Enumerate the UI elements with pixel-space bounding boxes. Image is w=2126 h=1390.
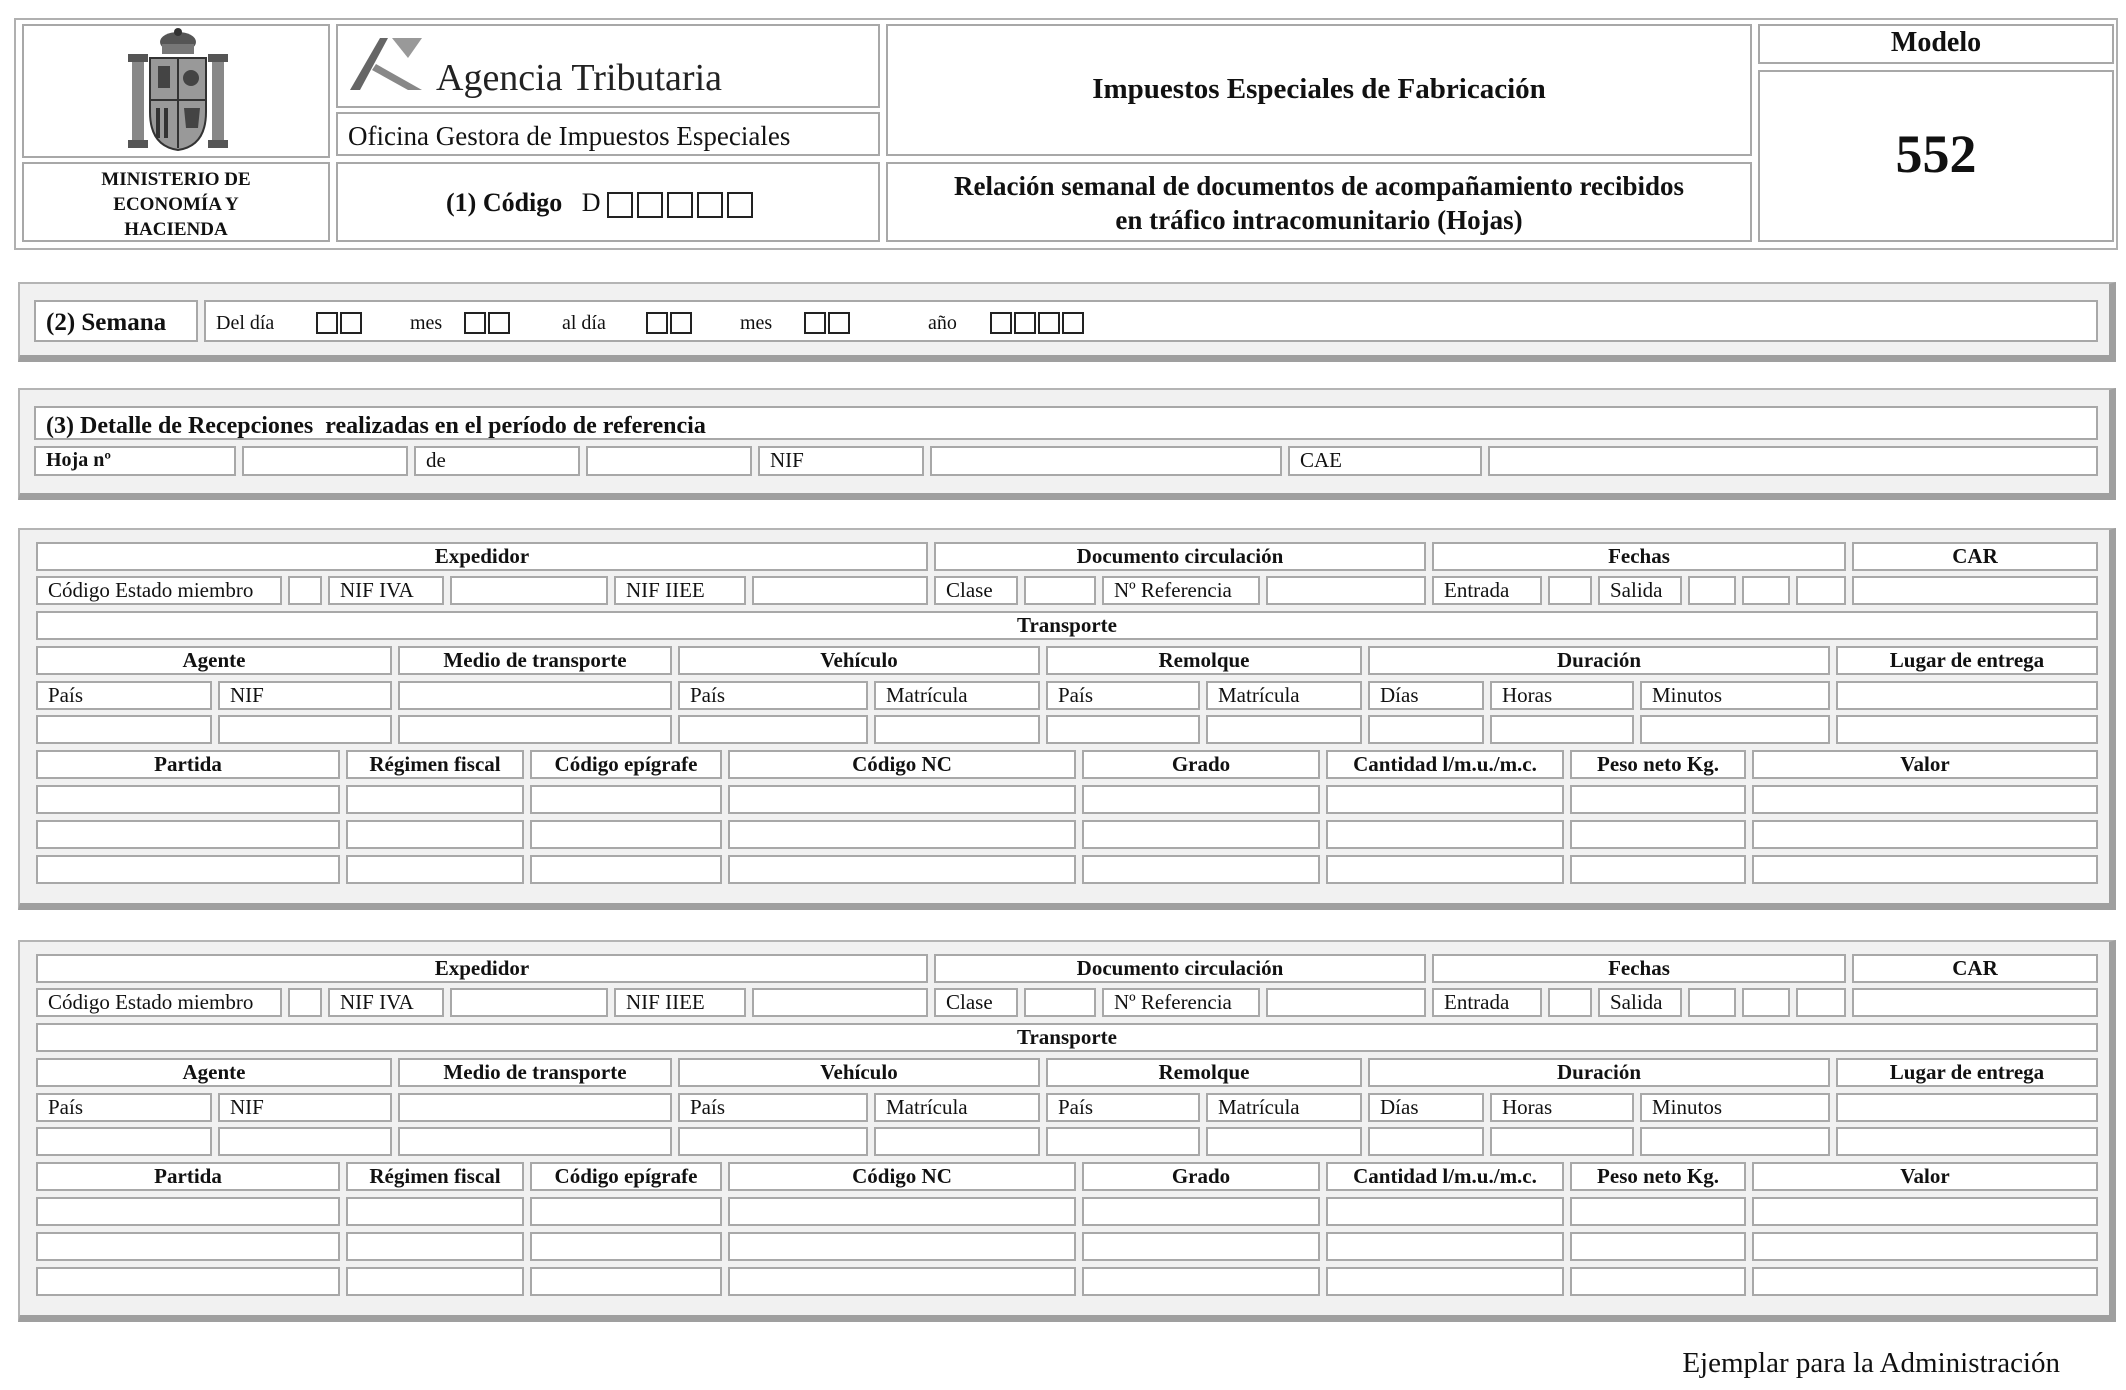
agente-header: Agente xyxy=(36,646,392,675)
month-to-box[interactable] xyxy=(828,312,850,334)
epigrafe-header: Código epígrafe xyxy=(530,750,722,779)
code-prefix: D xyxy=(581,188,601,217)
peso-header: Peso neto Kg. xyxy=(1570,750,1746,779)
partida-field[interactable] xyxy=(36,820,340,849)
nif-field[interactable] xyxy=(930,446,1282,476)
medio-header: Medio de transporte xyxy=(398,1058,672,1087)
nc-field[interactable] xyxy=(728,1267,1076,1296)
form-subtitle-line2: en tráfico intracomunitario (Hojas) xyxy=(1115,205,1523,235)
code-label: (1) Código xyxy=(446,188,563,217)
vehiculo-matricula-field[interactable] xyxy=(874,1127,1040,1156)
modelo-number-box xyxy=(1758,70,2114,242)
month-from-box[interactable] xyxy=(464,312,486,334)
vehiculo-pais-label: País xyxy=(678,681,868,710)
cantidad-header: Cantidad l/m.u./m.c. xyxy=(1326,1162,1564,1191)
valor-field[interactable] xyxy=(1752,1267,2098,1296)
hoja-number-field[interactable] xyxy=(242,446,408,476)
day-to-box[interactable] xyxy=(670,312,692,334)
entrada-label: Entrada xyxy=(1432,988,1542,1017)
year-box[interactable] xyxy=(990,312,1012,334)
epigrafe-field[interactable] xyxy=(530,855,722,884)
hoja-total-field[interactable] xyxy=(586,446,752,476)
year-box[interactable] xyxy=(1014,312,1036,334)
cantidad-header: Cantidad l/m.u./m.c. xyxy=(1326,750,1564,779)
day-from-box[interactable] xyxy=(316,312,338,334)
dias-field[interactable] xyxy=(1368,1127,1484,1156)
coat-of-arms-box xyxy=(22,24,330,158)
nc-field[interactable] xyxy=(728,1232,1076,1261)
peso-field[interactable] xyxy=(1570,1232,1746,1261)
agente-nif-label: NIF xyxy=(218,681,392,710)
valor-field[interactable] xyxy=(1752,785,2098,814)
form-title: Impuestos Especiales de Fabricación xyxy=(1092,73,1546,105)
remolque-pais-field[interactable] xyxy=(1046,1127,1200,1156)
code-digit-box[interactable] xyxy=(697,192,723,218)
year-box[interactable] xyxy=(1038,312,1060,334)
nif-iva-field[interactable] xyxy=(450,988,608,1017)
year-box[interactable] xyxy=(1062,312,1084,334)
nc-header: Código NC xyxy=(728,750,1076,779)
duracion-header: Duración xyxy=(1368,646,1830,675)
vehiculo-pais-field[interactable] xyxy=(678,1127,868,1156)
partida-field[interactable] xyxy=(36,1232,340,1261)
grado-field[interactable] xyxy=(1082,1232,1320,1261)
grado-field[interactable] xyxy=(1082,1197,1320,1226)
cae-field[interactable] xyxy=(1488,446,2098,476)
expedidor-header: Expedidor xyxy=(36,954,928,983)
valor-field[interactable] xyxy=(1752,1232,2098,1261)
peso-field[interactable] xyxy=(1570,855,1746,884)
title-box xyxy=(886,24,1752,156)
detalle-title: (3) Detalle de Recepciones realizadas en el período de referencia xyxy=(46,413,706,439)
lugar-header: Lugar de entrega xyxy=(1836,646,2098,675)
epigrafe-header: Código epígrafe xyxy=(530,1162,722,1191)
remolque-pais-label: País xyxy=(1046,681,1200,710)
n-referencia-field[interactable] xyxy=(1266,576,1426,605)
regimen-field[interactable] xyxy=(346,820,524,849)
entrada-field[interactable] xyxy=(1548,988,1592,1017)
regimen-field[interactable] xyxy=(346,855,524,884)
agente-nif-label: NIF xyxy=(218,1093,392,1122)
lugar-header: Lugar de entrega xyxy=(1836,1058,2098,1087)
clase-label: Clase xyxy=(934,576,1018,605)
documento-header: Documento circulación xyxy=(934,542,1426,571)
regimen-header: Régimen fiscal xyxy=(346,1162,524,1191)
dias-label: Días xyxy=(1368,1093,1484,1122)
agente-nif-field[interactable] xyxy=(218,715,392,744)
expedidor-header: Expedidor xyxy=(36,542,928,571)
code-digit-box[interactable] xyxy=(667,192,693,218)
car-header: CAR xyxy=(1852,954,2098,983)
agency-logo-icon xyxy=(346,34,426,94)
peso-header: Peso neto Kg. xyxy=(1570,1162,1746,1191)
salida-label: Salida xyxy=(1598,576,1682,605)
fechas-header: Fechas xyxy=(1432,542,1846,571)
duracion-header: Duración xyxy=(1368,1058,1830,1087)
clase-field[interactable] xyxy=(1024,988,1096,1017)
cantidad-field[interactable] xyxy=(1326,785,1564,814)
salida-field[interactable] xyxy=(1688,576,1736,605)
regimen-field[interactable] xyxy=(346,1267,524,1296)
salida-field[interactable] xyxy=(1796,988,1846,1017)
epigrafe-field[interactable] xyxy=(530,1267,722,1296)
grado-header: Grado xyxy=(1082,1162,1320,1191)
agente-nif-field[interactable] xyxy=(218,1127,392,1156)
n-referencia-label: Nº Referencia xyxy=(1102,988,1260,1017)
hoja-label: Hoja nº xyxy=(34,446,236,476)
nif-iiee-label: NIF IIEE xyxy=(614,988,746,1017)
salida-field[interactable] xyxy=(1742,576,1790,605)
partida-field[interactable] xyxy=(36,785,340,814)
code-digit-box[interactable] xyxy=(637,192,663,218)
agente-header: Agente xyxy=(36,1058,392,1087)
remolque-pais-label: País xyxy=(1046,1093,1200,1122)
remolque-pais-field[interactable] xyxy=(1046,715,1200,744)
detalle-section xyxy=(18,388,2116,500)
n-referencia-label: Nº Referencia xyxy=(1102,576,1260,605)
agency-box xyxy=(336,24,880,108)
dias-field[interactable] xyxy=(1368,715,1484,744)
day-to-box[interactable] xyxy=(646,312,668,334)
valor-header: Valor xyxy=(1752,750,2098,779)
car-header: CAR xyxy=(1852,542,2098,571)
code-digit-box[interactable] xyxy=(607,192,633,218)
nc-field[interactable] xyxy=(728,855,1076,884)
form-subtitle-line1: Relación semanal de documentos de acompañamiento recibidos xyxy=(954,171,1684,201)
agente-pais-label: País xyxy=(36,1093,212,1122)
nc-field[interactable] xyxy=(728,785,1076,814)
office-name: Oficina Gestora de Impuestos Especiales xyxy=(348,121,791,151)
subtitle-box xyxy=(886,162,1752,242)
medio-field[interactable] xyxy=(398,681,672,710)
cantidad-field[interactable] xyxy=(1326,855,1564,884)
agente-pais-label: País xyxy=(36,681,212,710)
minutos-label: Minutos xyxy=(1640,681,1830,710)
peso-field[interactable] xyxy=(1570,1197,1746,1226)
lugar-field[interactable] xyxy=(1836,681,2098,710)
detalle-title-box xyxy=(34,406,2098,440)
cantidad-field[interactable] xyxy=(1326,1267,1564,1296)
peso-field[interactable] xyxy=(1570,785,1746,814)
day-from-box[interactable] xyxy=(340,312,362,334)
medio-field[interactable] xyxy=(398,1093,672,1122)
partida-field[interactable] xyxy=(36,1267,340,1296)
cantidad-field[interactable] xyxy=(1326,1197,1564,1226)
nif-iva-field[interactable] xyxy=(450,576,608,605)
medio-header: Medio de transporte xyxy=(398,646,672,675)
dias-label: Días xyxy=(1368,681,1484,710)
n-referencia-field[interactable] xyxy=(1266,988,1426,1017)
grado-field[interactable] xyxy=(1082,855,1320,884)
remolque-matricula-field[interactable] xyxy=(1206,715,1362,744)
epigrafe-field[interactable] xyxy=(530,820,722,849)
cantidad-field[interactable] xyxy=(1326,820,1564,849)
valor-field[interactable] xyxy=(1752,855,2098,884)
clase-label: Clase xyxy=(934,988,1018,1017)
horas-label: Horas xyxy=(1490,681,1634,710)
nif-iva-label: NIF IVA xyxy=(328,576,444,605)
horas-field[interactable] xyxy=(1490,715,1634,744)
remolque-matricula-label: Matrícula xyxy=(1206,681,1362,710)
regimen-field[interactable] xyxy=(346,1197,524,1226)
partida-header: Partida xyxy=(36,750,340,779)
modelo-label: Modelo xyxy=(1890,27,1982,58)
copy-note: Ejemplar para la Administración xyxy=(1682,1347,2060,1379)
transporte-header: Transporte xyxy=(36,611,2098,640)
entrada-field[interactable] xyxy=(1548,576,1592,605)
minutos-label: Minutos xyxy=(1640,1093,1830,1122)
valor-header: Valor xyxy=(1752,1162,2098,1191)
epigrafe-field[interactable] xyxy=(530,1197,722,1226)
codigo-estado-label: Código Estado miembro xyxy=(36,576,282,605)
modelo-label-box xyxy=(1758,24,2114,64)
regimen-field[interactable] xyxy=(346,785,524,814)
salida-label: Salida xyxy=(1598,988,1682,1017)
vehiculo-pais-label: País xyxy=(678,1093,868,1122)
remolque-header: Remolque xyxy=(1046,646,1362,675)
vehiculo-pais-field[interactable] xyxy=(678,715,868,744)
salida-field[interactable] xyxy=(1796,576,1846,605)
grado-field[interactable] xyxy=(1082,785,1320,814)
nc-field[interactable] xyxy=(728,1197,1076,1226)
partida-field[interactable] xyxy=(36,1197,340,1226)
de-label: de xyxy=(414,446,580,476)
semana-label-box xyxy=(34,300,198,342)
ministry-box: MINISTERIO DE ECONOMÍA Y HACIENDA xyxy=(22,162,330,242)
vehiculo-matricula-label: Matrícula xyxy=(874,681,1040,710)
nif-label: NIF xyxy=(758,446,924,476)
lugar-value-field[interactable] xyxy=(1836,715,2098,744)
grado-header: Grado xyxy=(1082,750,1320,779)
grado-field[interactable] xyxy=(1082,820,1320,849)
codigo-estado-label: Código Estado miembro xyxy=(36,988,282,1017)
nc-header: Código NC xyxy=(728,1162,1076,1191)
documento-header: Documento circulación xyxy=(934,954,1426,983)
valor-field[interactable] xyxy=(1752,1197,2098,1226)
vehiculo-matricula-field[interactable] xyxy=(874,715,1040,744)
cantidad-field[interactable] xyxy=(1326,1232,1564,1261)
valor-field[interactable] xyxy=(1752,820,2098,849)
lugar-field[interactable] xyxy=(1836,1093,2098,1122)
vehiculo-header: Vehículo xyxy=(678,1058,1040,1087)
nif-iiee-field[interactable] xyxy=(752,576,928,605)
minutos-field[interactable] xyxy=(1640,715,1830,744)
epigrafe-field[interactable] xyxy=(530,785,722,814)
nif-iiee-field[interactable] xyxy=(752,988,928,1017)
entrada-label: Entrada xyxy=(1432,576,1542,605)
fechas-header: Fechas xyxy=(1432,954,1846,983)
semana-label: (2) Semana xyxy=(46,309,167,336)
remolque-matricula-label: Matrícula xyxy=(1206,1093,1362,1122)
codigo-estado-field[interactable] xyxy=(288,988,322,1017)
modelo-number: 552 xyxy=(1895,124,1977,184)
codigo-estado-field[interactable] xyxy=(288,576,322,605)
agency-name: Agencia Tributaria xyxy=(436,57,723,99)
regimen-header: Régimen fiscal xyxy=(346,750,524,779)
nif-iva-label: NIF IVA xyxy=(328,988,444,1017)
minutos-field[interactable] xyxy=(1640,1127,1830,1156)
agente-pais-field[interactable] xyxy=(36,715,212,744)
semana-fields-box: Del día mes al día mes año xyxy=(204,300,2098,342)
vehiculo-header: Vehículo xyxy=(678,646,1040,675)
month-to-box[interactable] xyxy=(804,312,826,334)
partida-field[interactable] xyxy=(36,855,340,884)
medio-value-field[interactable] xyxy=(398,715,672,744)
transporte-header: Transporte xyxy=(36,1023,2098,1052)
grado-field[interactable] xyxy=(1082,1267,1320,1296)
month-from-box[interactable] xyxy=(488,312,510,334)
epigrafe-field[interactable] xyxy=(530,1232,722,1261)
nc-field[interactable] xyxy=(728,820,1076,849)
cae-label: CAE xyxy=(1288,446,1482,476)
remolque-matricula-field[interactable] xyxy=(1206,1127,1362,1156)
peso-field[interactable] xyxy=(1570,820,1746,849)
horas-field[interactable] xyxy=(1490,1127,1634,1156)
nif-iiee-label: NIF IIEE xyxy=(614,576,746,605)
peso-field[interactable] xyxy=(1570,1267,1746,1296)
code-digit-box[interactable] xyxy=(727,192,753,218)
car-field[interactable] xyxy=(1852,988,2098,1017)
salida-field[interactable] xyxy=(1688,988,1736,1017)
horas-label: Horas xyxy=(1490,1093,1634,1122)
partida-header: Partida xyxy=(36,1162,340,1191)
agente-pais-field[interactable] xyxy=(36,1127,212,1156)
vehiculo-matricula-label: Matrícula xyxy=(874,1093,1040,1122)
code-box xyxy=(336,162,880,242)
office-box xyxy=(336,112,880,156)
car-field[interactable] xyxy=(1852,576,2098,605)
medio-value-field[interactable] xyxy=(398,1127,672,1156)
regimen-field[interactable] xyxy=(346,1232,524,1261)
salida-field[interactable] xyxy=(1742,988,1790,1017)
clase-field[interactable] xyxy=(1024,576,1096,605)
coat-of-arms-icon xyxy=(118,28,238,156)
remolque-header: Remolque xyxy=(1046,1058,1362,1087)
lugar-value-field[interactable] xyxy=(1836,1127,2098,1156)
